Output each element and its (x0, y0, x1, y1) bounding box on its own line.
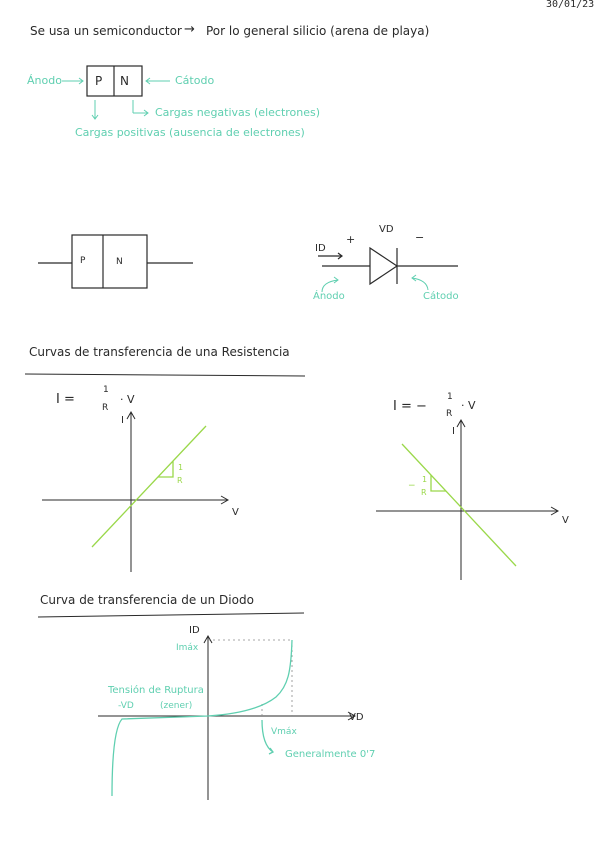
pn-n-letter: N (120, 74, 129, 88)
res-right-slope-num: 1 (422, 475, 428, 484)
res-right-eq-lhs: I = − (393, 399, 427, 414)
pn-p-letter: P (95, 74, 103, 88)
diode-block (38, 235, 193, 288)
diodo-imax-label: Imáx (176, 643, 199, 653)
pn-block (87, 66, 142, 96)
diodo-ruptura-label: Tensión de Ruptura (108, 685, 204, 696)
diodo-zener-label: (zener) (160, 701, 193, 711)
diode-vd-label: VD (379, 224, 394, 235)
res-right-slope-den: R (421, 488, 427, 497)
res-left-eq-den: R (102, 403, 109, 413)
diode-symbol-annotations (322, 275, 428, 292)
section-diodo-title: Curva de transferencia de un Diodo (40, 593, 254, 607)
res-right-eq-rhs: · V (461, 399, 476, 412)
diodo-generalmente-label: Generalmente 0'7 (285, 749, 376, 760)
res-right-eq-den: R (446, 409, 453, 419)
res-left-eq-rhs: · V (120, 393, 135, 406)
diodo-y-axis-label: ID (189, 625, 200, 636)
res-right-y-axis-label: I (452, 426, 455, 437)
res-left-slope-num: 1 (178, 463, 184, 472)
resistencia-title-underline (25, 374, 305, 376)
pn-cargas-neg-label: Cargas negativas (electrones) (155, 106, 321, 119)
section-resistencia-title: Curvas de transferencia de una Resistencia (29, 345, 290, 359)
res-left-x-axis-label: V (232, 507, 239, 518)
pn-cargas-pos-label: Cargas positivas (ausencia de electrones) (75, 126, 305, 139)
res-right-line (402, 444, 516, 566)
diodo-title-underline (38, 613, 304, 617)
res-left-eq-num: 1 (103, 385, 109, 395)
diode-symbol (318, 248, 458, 284)
res-right-eq-num: 1 (447, 392, 453, 402)
pn-annotation-arrows (62, 78, 170, 119)
intro-lead: Se usa un semiconductor (30, 24, 182, 38)
intro-arrow: → (184, 22, 195, 37)
res-left-slope-den: R (177, 476, 183, 485)
diodo-vd-neg-label: -VD (118, 701, 134, 711)
diodo-x-axis-label: VD (349, 712, 364, 723)
res-left-y-axis-label: I (121, 415, 124, 426)
diode-anodo-label: Ánodo (313, 291, 345, 302)
diode-block-n: N (116, 257, 123, 267)
diode-minus-sign: − (415, 231, 425, 244)
diode-plus-sign: + (346, 233, 356, 246)
res-right-axes (376, 420, 558, 580)
res-left-axes (42, 412, 228, 572)
res-right-x-axis-label: V (562, 515, 569, 526)
diodo-guides (208, 640, 292, 716)
pn-catodo-label: Cátodo (175, 74, 215, 87)
intro-note: Por lo general silicio (arena de playa) (206, 24, 430, 38)
res-left-eq-lhs: I = (56, 392, 75, 407)
diode-block-p: P (80, 256, 86, 266)
diodo-curve (112, 640, 292, 796)
res-right-slope-sign: − (408, 481, 416, 491)
pn-anodo-label: Ánodo (27, 74, 62, 87)
diode-id-label: ID (315, 243, 326, 254)
diode-catodo-label: Cátodo (423, 291, 459, 302)
date-label: 30/01/23 (546, 0, 595, 10)
res-left-line (92, 426, 206, 547)
diodo-vmax-label: Vmáx (271, 727, 297, 737)
